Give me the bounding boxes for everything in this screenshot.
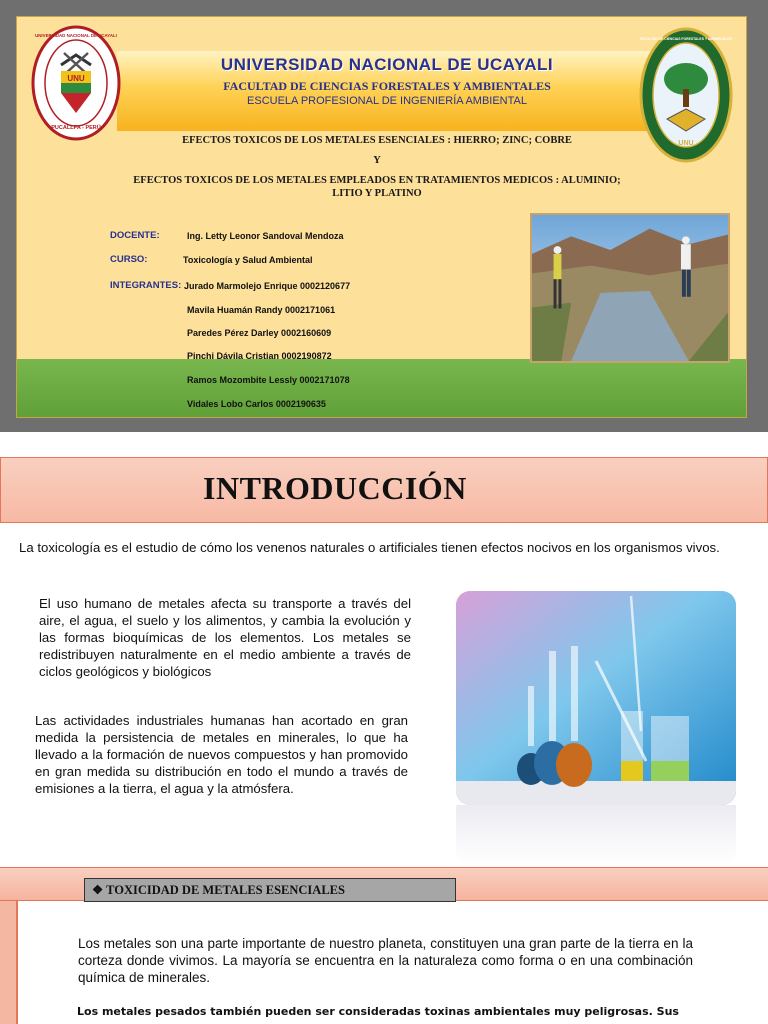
river-sampling-photo <box>530 213 730 363</box>
school-name: ESCUELA PROFESIONAL DE INGENIERÍA AMBIENTAL <box>247 95 527 107</box>
curso-label: CURSO: <box>110 254 148 265</box>
section-paragraph-1: Los metales son una parte importante de nuestro planeta, constituyen una gran parte de la tierra en la corteza donde vivimos. La mayoría se encuentra en la naturaleza como forma o en una combinación química de minerales. <box>78 936 693 985</box>
intro-paragraph-2: El uso humano de metales afecta su transporte a través del aire, el agua, el suelo y los alimentos, y cambia la evolución y las formas bioquímicas de los elementos. Los metales se redistribuyen naturalmente en el medio ambiente a través de ciclos geológicos y biológicos <box>39 596 411 679</box>
photo-reflection <box>456 805 736 865</box>
member-3: Paredes Pérez Darley 0002160609 <box>187 328 332 338</box>
member-5: Ramos Mozombite Lessly 0002171078 <box>187 375 350 385</box>
member-4: Pinchi Dávila Cristian 0002190872 <box>187 351 332 361</box>
faculty-seal-center-text: UNU <box>678 140 694 147</box>
title-slide <box>0 0 768 432</box>
docente-label: DOCENTE: <box>110 230 160 241</box>
lab-glassware-photo <box>456 591 736 805</box>
title-slide-canvas <box>16 16 747 418</box>
intro-title: INTRODUCCIÓN <box>203 470 467 506</box>
faculty-seal-ring-text: FACULTAD DE CIENCIAS FORESTALES Y AMBIENTALES <box>639 37 733 41</box>
section-left-bar <box>0 901 18 1024</box>
university-name: UNIVERSIDAD NACIONAL DE UCAYALI <box>220 55 554 74</box>
topic-line-1: EFECTOS TOXICOS DE LOS METALES ESENCIALES : HIERRO; ZINC; COBRE <box>182 135 572 146</box>
docente-value: Ing. Letty Leonor Sandoval Mendoza <box>187 231 344 241</box>
seal-bottom-text: PUCALLPA - PERÚ <box>51 125 101 131</box>
topic-line-2: EFECTOS TOXICOS DE LOS METALES EMPLEADOS EN TRATAMIENTOS MEDICOS : ALUMINIO; <box>133 175 621 186</box>
seal-ring-text: UNIVERSIDAD NACIONAL DE UCAYALI <box>35 33 117 38</box>
section-paragraph-2: Los metales pesados también pueden ser consideradas toxinas ambientales muy peligrosas. Sus <box>77 1005 679 1018</box>
university-seal-logo <box>31 25 121 141</box>
topic-line-3: LITIO Y PLATINO <box>332 188 422 199</box>
section-title: ❖ TOXICIDAD DE METALES ESENCIALES <box>92 883 345 897</box>
intro-paragraph-3: Las actividades industriales humanas han acortado en gran medida la persistencia de metales en minerales, lo que ha llevado a la formación de nuevos compuestos y han promovido en gran medida su distribución en todo el mundo a través de emisiones a la tierra, el agua y la atmósfera. <box>35 713 408 796</box>
seal-center-text: UNU <box>67 74 85 83</box>
member-2: Mavila Huamán Randy 0002171061 <box>187 305 336 315</box>
intro-paragraph-1: La toxicología es el estudio de cómo los venenos naturales o artificiales tienen efectos nocivos en los organismos vivos. <box>19 540 720 555</box>
green-band <box>17 359 747 418</box>
introduction-slide <box>0 457 768 1024</box>
integrantes-label: INTEGRANTES: <box>110 280 182 291</box>
member-6: Vidales Lobo Carlos 0002190635 <box>187 399 326 409</box>
topic-conjunction: Y <box>373 155 381 166</box>
curso-value: Toxicología y Salud Ambiental <box>183 255 313 265</box>
faculty-name: FACULTAD DE CIENCIAS FORESTALES Y AMBIENTALES <box>223 79 551 93</box>
member-1: Jurado Marmolejo Enrique 0002120677 <box>184 281 351 291</box>
